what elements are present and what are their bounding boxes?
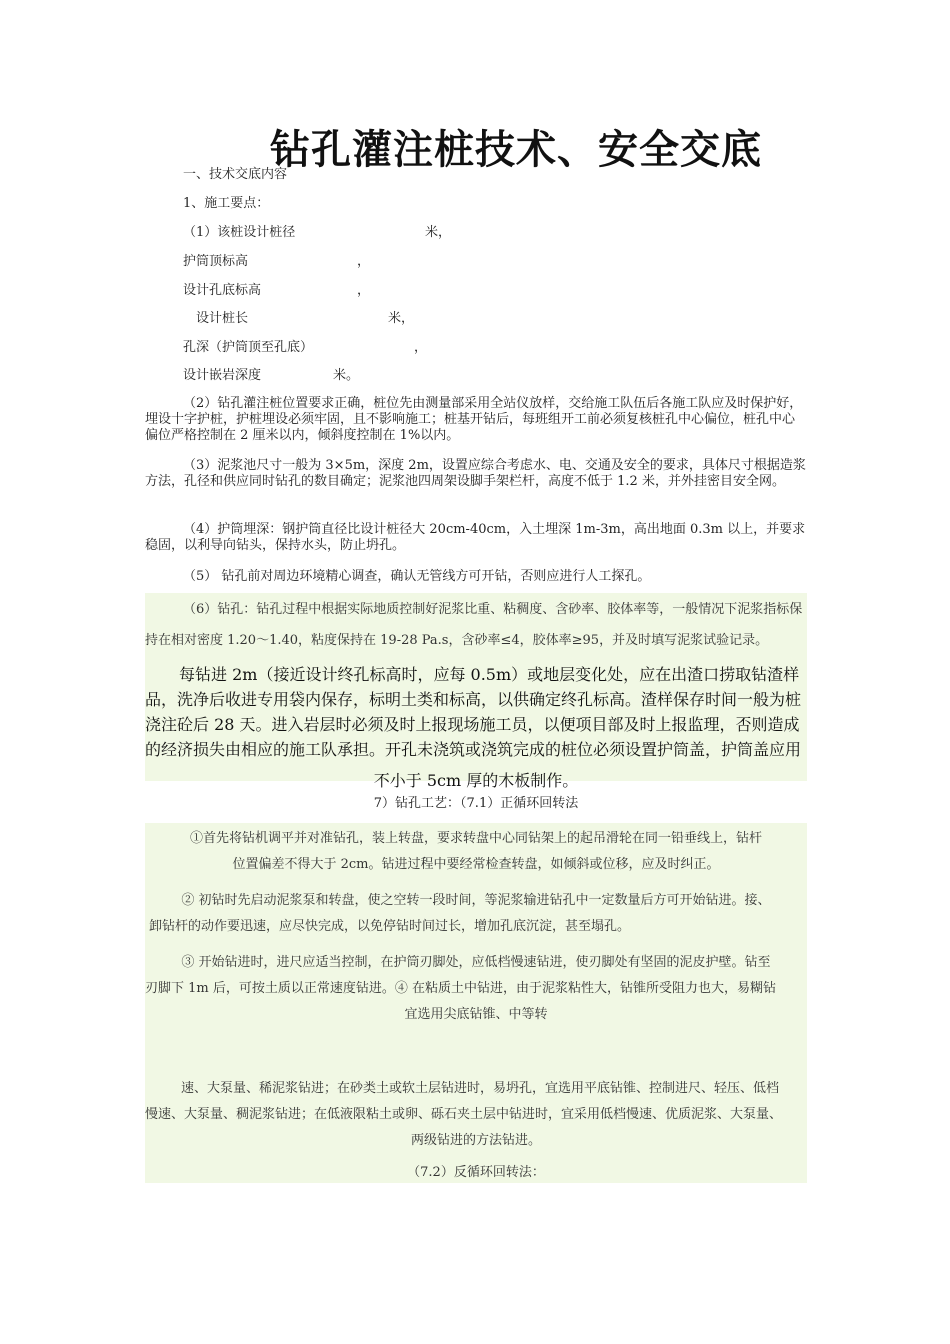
document-title: 钻孔灌注桩技术、安全交底 (270, 126, 762, 173)
step1-line2: 位置偏差不得大于 2cm。钻进过程中要经常检查转盘，如倾斜或位移，应及时纠正。 (232, 857, 720, 872)
field-pile-length-label: 设计桩长 (196, 311, 249, 326)
field-hole-depth-unit: ， (414, 340, 428, 355)
field-rock-depth-label: 设计嵌岩深度 (183, 368, 262, 383)
step2-line1: ② 初钻时先启动泥浆泵和转盘，使之空转一段时间，等泥浆输进钻孔中一定数量后方可开始钻进。接、 (181, 893, 771, 908)
step3-line2: 刃脚下 1m 后，可按土质以正常速度钻进。④ 在粘质土中钻进，由于泥浆粘性大，钻锥所受阻力也大，易糊钻 (145, 981, 776, 996)
field-pile-diameter-unit: 米， (425, 225, 452, 240)
field-pile-length-unit: 米， (388, 311, 415, 326)
field-casing-top-unit: ， (357, 254, 371, 269)
step4-line1: 速、大泵量、稀泥浆钻进；在砂类土或软土层钻进时，易坍孔，宜选用平底钻锥、控制进尺、轻压、低档 (181, 1081, 780, 1096)
item-heading: 1、施工要点： (183, 196, 270, 211)
field-rock-depth-unit: 米。 (333, 368, 360, 383)
paragraph-4-text: （4）护筒埋深：钢护筒直径比设计桩径大 20cm-40cm，入土埋深 1m-3m，高出地面 0.3m 以上，并要求稳固，以利导向钻头，保持水头，防止坍孔。 (145, 522, 806, 553)
process-heading: 7）钻孔工艺：（7.1）正循环回转法 (373, 796, 579, 811)
step1-line1: ①首先将钻机调平并对准钻孔，装上转盘，要求转盘中心同钻架上的起吊滑轮在同一铅垂线上，钻杆 (189, 831, 762, 846)
field-casing-top-label: 护筒顶标高 (183, 254, 249, 269)
paragraph-2 (145, 396, 807, 444)
step4-line3: 两级钻进的方法钻进。 (410, 1133, 541, 1148)
paragraph-2-text: （2）钻孔灌注桩位置要求正确，桩位先由测量部采用全站仪放样，交给施工队伍后各施工队应及时保护好，埋设十字护桩，护桩埋设必须牢固，且不影响施工；桩基开钻后，每班组开工前必须复核桩孔中心偏位，桩孔中心偏位严格控制在 2 厘米以内，倾斜度控制在 1%以内。 (145, 396, 803, 443)
field-pile-diameter-label: （1）该桩设计桩径 (183, 225, 296, 240)
paragraph-3 (145, 458, 807, 490)
step3-line3: 宜选用尖底钻锥、中等转 (404, 1007, 548, 1022)
field-hole-bottom-unit: ， (357, 283, 371, 298)
step3-line1: ③ 开始钻进时，进尺应适当控制，在护筒刃脚处，应低档慢速钻进，使刃脚处有坚固的泥皮护壁。钻至 (181, 955, 771, 970)
paragraph-6b-text: 每钻进 2m（接近设计终孔标高时，应每 0.5m）或地层变化处，应在出渣口捞取钻渣样品，洗净后收进专用袋内保存，标明土类和标高，以供确定终孔标高。渣样保存时间一般为桩浇注砼后 28 天。进入岩层时必须及时上报现场施工员，以便项目部及时上报监理，否则造成的经济损失由相应的施工队承担。开孔未浇筑或浇筑完成的桩位必须设置护筒盖，护筒盖应用 (145, 665, 802, 759)
paragraph-5: （5） 钻孔前对周边环境精心调查，确认无管线方可开钻，否则应进行人工探孔。 (183, 569, 651, 584)
step2-line2: 卸钻杆的动作要迅速，应尽快完成，以免停钻时间过长，增加孔底沉淀，甚至塌孔。 (149, 919, 631, 934)
reverse-circulation-heading: （7.2）反循环回转法： (407, 1165, 545, 1180)
paragraph-6-text: （6）钻孔：钻孔过程中根据实际地质控制好泥浆比重、粘稠度、含砂率、胶体率等，一般情况下泥浆指标保持在相对密度 1.20～1.40，粘度保持在 19-28 Pa.s，含砂率≤4，胶体率≥95，并及时填写泥浆试验记录。 (145, 602, 803, 648)
field-hole-bottom-label: 设计孔底标高 (183, 283, 262, 298)
paragraph-3-text: （3）泥浆池尺寸一般为 3×5m，深度 2m，设置应综合考虑水、电、交通及安全的要求，具体尺寸根据造浆方法，孔径和供应同时钻孔的数目确定；泥浆池四周架设脚手架栏杆，高度不低于 1.2 米，并外挂密目安全网。 (145, 458, 806, 489)
paragraph-4 (145, 522, 807, 554)
section-heading: 一、技术交底内容 (183, 167, 288, 182)
step4-line2: 慢速、大泵量、稠泥浆钻进；在低液限粘土或卵、砾石夹土层中钻进时，宜采用低档慢速、优质泥浆、大泵量、 (145, 1107, 783, 1122)
paragraph-6c-text: 不小于 5cm 厚的木板制作。 (373, 771, 579, 790)
drilling-section-highlight (145, 593, 807, 790)
process-section-highlight (145, 823, 807, 1183)
field-hole-depth-label: 孔深（护筒顶至孔底） (183, 340, 314, 355)
